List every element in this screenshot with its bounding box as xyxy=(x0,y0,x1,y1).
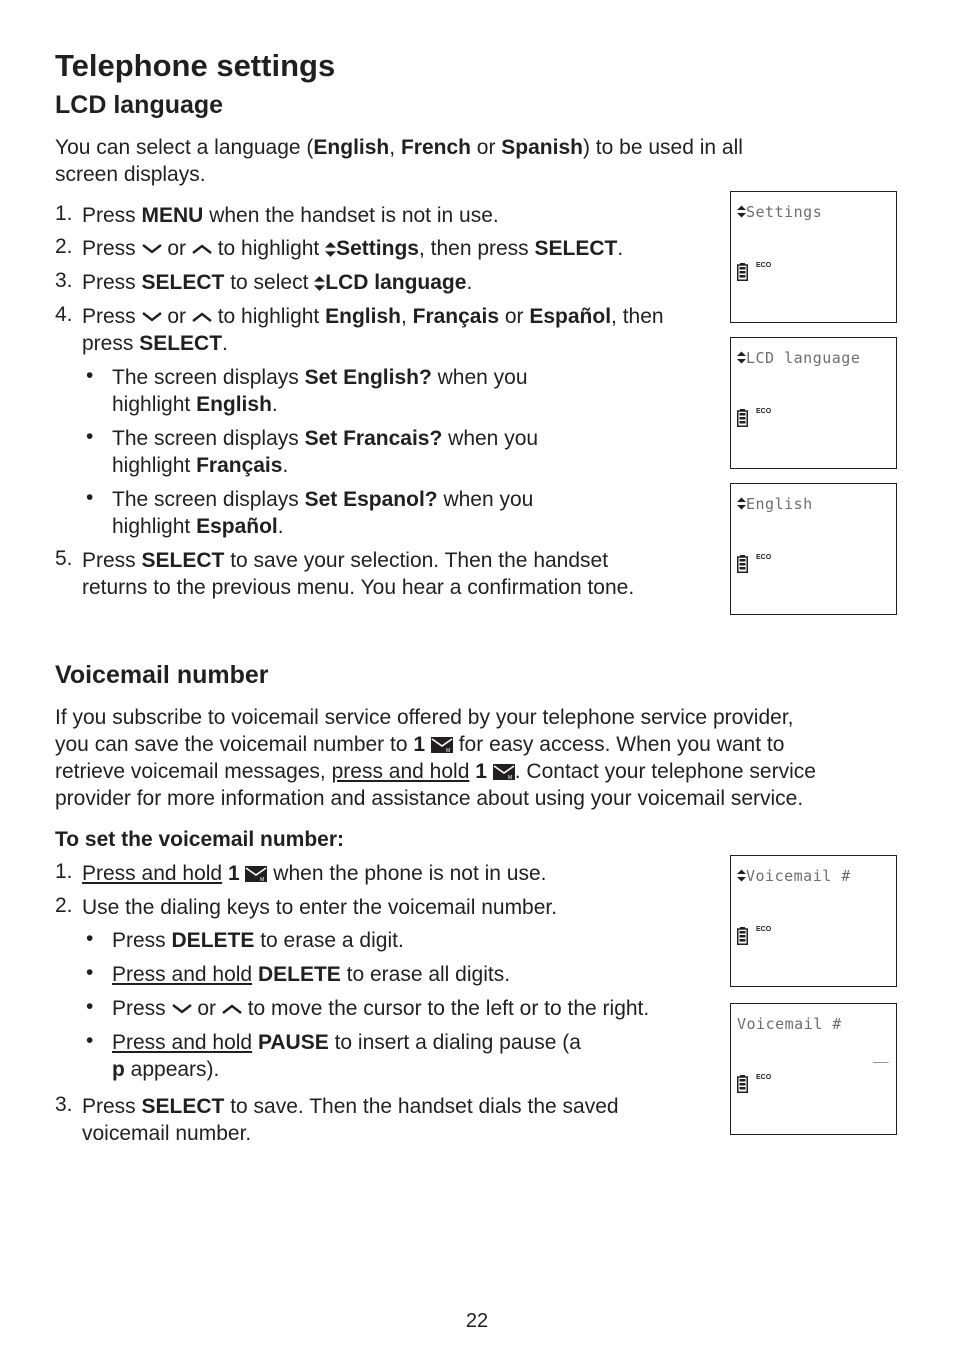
voicemail-bullet-delete: Press DELETE to erase a digit. xyxy=(112,929,404,952)
voicemail-bullet-delete-all: Press and hold DELETE to erase all digits. xyxy=(112,963,511,986)
chevron-down-icon xyxy=(142,243,162,255)
voicemail-envelope-icon xyxy=(493,764,515,780)
handset-screen-settings xyxy=(730,191,897,323)
handset-screen-voicemail-entry xyxy=(730,1003,897,1135)
handset-screen-english xyxy=(730,483,897,615)
handset-screen-lcd-language xyxy=(730,337,897,469)
bullet: • xyxy=(86,927,94,950)
up-down-arrow-icon xyxy=(737,869,746,882)
voicemail-bullet-pause: Press and hold PAUSE to insert a dialing pause (a p appears). xyxy=(112,1031,581,1081)
eco-indicator: ECO xyxy=(756,554,772,561)
voicemail-envelope-icon xyxy=(245,866,267,882)
lcd-step-3: Press SELECT to select LCD language. xyxy=(82,271,473,294)
battery-icon xyxy=(737,927,748,945)
chevron-up-icon xyxy=(192,311,212,323)
eco-indicator: ECO xyxy=(756,262,772,269)
screen-text: Voicemail # xyxy=(737,867,851,885)
voicemail-intro: If you subscribe to voicemail service offered by your telephone service provider, you can save the voicemail number to 1 for easy access. When you want to retrieve voicemail messages, press and hold 1 . Contact your telephone service provider for more information and assistance about using your voicemail service. xyxy=(55,706,816,810)
handset-screen-voicemail-menu xyxy=(730,855,897,987)
lcd-step-1: Press MENU when the handset is not in use. xyxy=(82,204,499,227)
voicemail-step-1: Press and hold 1 when the phone is not in use. xyxy=(82,862,547,885)
bullet: • xyxy=(86,995,94,1018)
bullet: • xyxy=(86,486,94,509)
screen-text: Voicemail # xyxy=(737,1015,842,1033)
lcd-intro: You can select a language (English, French or Spanish) to be used in all screen displays. xyxy=(55,136,743,186)
step-number: 3. xyxy=(55,269,73,292)
lcd-step-4: Press or to highlight English, Français or Español, then press SELECT. xyxy=(82,305,664,355)
battery-icon xyxy=(737,555,748,573)
battery-icon xyxy=(737,409,748,427)
chevron-up-icon xyxy=(222,1003,242,1015)
up-down-arrow-icon xyxy=(314,276,325,291)
screen-text: English xyxy=(737,495,813,513)
lcd-bullet-espanol: The screen displays Set Espanol? when you highlight Español. xyxy=(112,488,534,538)
screen-text: LCD language xyxy=(737,349,860,367)
voicemail-subheading: To set the voicemail number: xyxy=(55,828,345,851)
up-down-arrow-icon xyxy=(737,497,746,510)
eco-indicator: ECO xyxy=(756,1074,772,1081)
page-title: Telephone settings xyxy=(55,48,336,83)
eco-indicator: ECO xyxy=(756,408,772,415)
chevron-down-icon xyxy=(142,311,162,323)
page-number: 22 xyxy=(465,1310,489,1332)
bullet: • xyxy=(86,1029,94,1052)
step-number: 3. xyxy=(55,1093,73,1116)
step-number: 5. xyxy=(55,547,73,570)
section-heading-lcd-language: LCD language xyxy=(55,91,224,119)
voicemail-bullet-cursor: Press or to move the cursor to the left or to the right. xyxy=(112,997,650,1020)
chevron-down-icon xyxy=(172,1003,192,1015)
bullet: • xyxy=(86,364,94,387)
lcd-step-5: Press SELECT to save your selection. Then the handset returns to the previous menu. You hear a confirmation tone. xyxy=(82,549,635,599)
step-number: 1. xyxy=(55,860,73,883)
step-number: 4. xyxy=(55,303,73,326)
battery-icon xyxy=(737,263,748,281)
bullet: • xyxy=(86,425,94,448)
voicemail-step-2: Use the dialing keys to enter the voicemail number. xyxy=(82,896,558,919)
up-down-arrow-icon xyxy=(737,205,746,218)
step-number: 2. xyxy=(55,894,73,917)
step-number: 1. xyxy=(55,202,73,225)
chevron-up-icon xyxy=(192,243,212,255)
voicemail-step-3: Press SELECT to save. Then the handset dials the saved voicemail number. xyxy=(82,1095,619,1145)
eco-indicator: ECO xyxy=(756,926,772,933)
bullet: • xyxy=(86,961,94,984)
screen-text: Settings xyxy=(737,203,822,221)
battery-icon xyxy=(737,1075,748,1093)
lcd-bullet-english: The screen displays Set English? when you highlight English. xyxy=(112,366,528,416)
step-number: 2. xyxy=(55,235,73,258)
up-down-arrow-icon xyxy=(737,351,746,364)
voicemail-envelope-icon xyxy=(431,737,453,753)
up-down-arrow-icon xyxy=(325,242,336,257)
lcd-step-2: Press or to highlight Settings, then press SELECT. xyxy=(82,237,624,260)
text-cursor: _____ xyxy=(873,1056,888,1063)
section-heading-voicemail-number: Voicemail number xyxy=(55,661,269,689)
lcd-bullet-francais: The screen displays Set Francais? when you highlight Français. xyxy=(112,427,539,477)
